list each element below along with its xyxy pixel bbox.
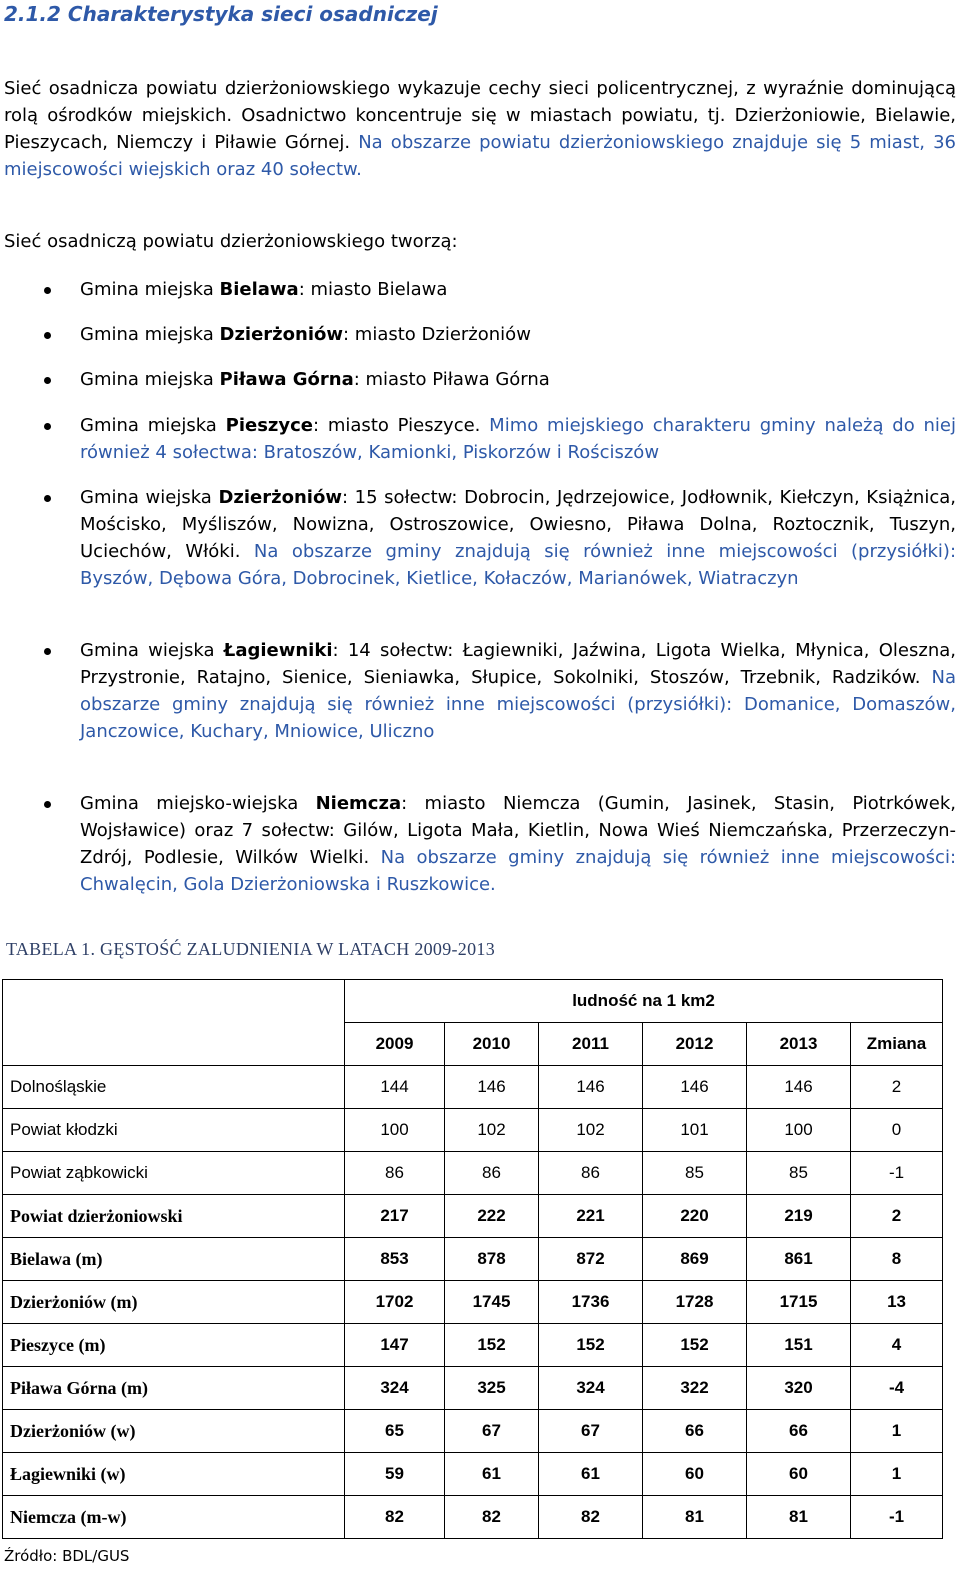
- table-row: [3, 1496, 943, 1539]
- value-cell: 1: [851, 1410, 943, 1453]
- row-name-cell: Dolnośląskie: [3, 1066, 345, 1109]
- source-note: Źródło: BDL/GUS: [4, 1547, 130, 1565]
- value-cell: 1736: [539, 1281, 643, 1324]
- row-name-cell: Dzierżoniów (w): [3, 1410, 345, 1453]
- value-cell: 67: [445, 1410, 539, 1453]
- value-cell: 324: [345, 1367, 445, 1410]
- list-item: Gmina miejska Piława Górna: miasto Piława Górna: [80, 366, 956, 393]
- value-cell: 146: [445, 1066, 539, 1109]
- gmina-name: Bielawa: [219, 279, 299, 300]
- value-cell: 59: [345, 1453, 445, 1496]
- value-cell: 81: [747, 1496, 851, 1539]
- value-cell: 2: [851, 1066, 943, 1109]
- table-row: [3, 1109, 943, 1152]
- value-cell: 2: [851, 1195, 943, 1238]
- value-cell: 217: [345, 1195, 445, 1238]
- column-header: 2010: [445, 1023, 539, 1066]
- value-cell: 4: [851, 1324, 943, 1367]
- value-cell: 61: [539, 1453, 643, 1496]
- column-header: 2009: [345, 1023, 445, 1066]
- value-cell: 100: [747, 1109, 851, 1152]
- value-cell: 324: [539, 1367, 643, 1410]
- gmina-name: Dzierżoniów: [218, 487, 342, 508]
- row-name-cell: Powiat kłodzki: [3, 1109, 345, 1152]
- header-empty-cell: [3, 1023, 345, 1066]
- value-cell: 102: [445, 1109, 539, 1152]
- value-cell: 101: [643, 1109, 747, 1152]
- list-item: Gmina miejska Bielawa: miasto Bielawa: [80, 276, 956, 303]
- value-cell: 853: [345, 1238, 445, 1281]
- table-row: [3, 1281, 943, 1324]
- value-cell: 61: [445, 1453, 539, 1496]
- value-cell: 86: [539, 1152, 643, 1195]
- value-cell: 322: [643, 1367, 747, 1410]
- value-cell: 86: [445, 1152, 539, 1195]
- value-cell: -1: [851, 1152, 943, 1195]
- value-cell: -4: [851, 1367, 943, 1410]
- value-cell: 85: [747, 1152, 851, 1195]
- value-cell: 67: [539, 1410, 643, 1453]
- column-header: Zmiana: [851, 1023, 943, 1066]
- gmina-name: Piława Górna: [219, 369, 354, 390]
- value-cell: 872: [539, 1238, 643, 1281]
- value-cell: 60: [643, 1453, 747, 1496]
- value-cell: 144: [345, 1066, 445, 1109]
- table-row: [3, 1066, 943, 1109]
- table-caption: TABELA 1. GĘSTOŚĆ ZALUDNIENIA W LATACH 2009-2013: [6, 939, 496, 959]
- value-cell: 82: [539, 1496, 643, 1539]
- row-name-cell: Pieszyce (m): [3, 1324, 345, 1367]
- value-cell: 66: [747, 1410, 851, 1453]
- intro-part2: Na obszarze powiatu dzierżoniowskiego znajduje się 5 miast, 36 miejscowości wiejskich oraz 40 sołectw.: [4, 132, 957, 180]
- intro-part1: Sieć osadnicza powiatu dzierżoniowskiego wykazuje cechy sieci policentrycznej, z wyraźnie dominującą rolą ośrodków miejskich. Osadnictwo koncentruje się w miastach powiatu, tj. Dzierżoniowie, Bielawie, Pieszycach, Niemczy i Piławie Górnej.: [4, 78, 956, 153]
- value-cell: 1702: [345, 1281, 445, 1324]
- table-row: [3, 1238, 943, 1281]
- row-name-cell: Dzierżoniów (m): [3, 1281, 345, 1324]
- value-cell: 100: [345, 1109, 445, 1152]
- value-cell: -1: [851, 1496, 943, 1539]
- value-cell: 1745: [445, 1281, 539, 1324]
- column-header: 2012: [643, 1023, 747, 1066]
- column-header: 2013: [747, 1023, 851, 1066]
- gmina-name: Dzierżoniów: [219, 324, 343, 345]
- value-cell: 65: [345, 1410, 445, 1453]
- value-cell: 151: [747, 1324, 851, 1367]
- value-cell: 320: [747, 1367, 851, 1410]
- value-cell: 1715: [747, 1281, 851, 1324]
- value-cell: 82: [345, 1496, 445, 1539]
- value-cell: 152: [445, 1324, 539, 1367]
- value-cell: 152: [643, 1324, 747, 1367]
- value-cell: 60: [747, 1453, 851, 1496]
- value-cell: 146: [747, 1066, 851, 1109]
- value-cell: 152: [539, 1324, 643, 1367]
- row-name-cell: Bielawa (m): [3, 1238, 345, 1281]
- value-cell: 325: [445, 1367, 539, 1410]
- value-cell: 8: [851, 1238, 943, 1281]
- table-row: [3, 1367, 943, 1410]
- section-heading: 2.1.2 Charakterystyka sieci osadniczej: [4, 2, 438, 26]
- value-cell: 222: [445, 1195, 539, 1238]
- table-row: [3, 1324, 943, 1367]
- column-header: 2011: [539, 1023, 643, 1066]
- gmina-name: Pieszyce: [225, 415, 314, 436]
- value-cell: 1: [851, 1453, 943, 1496]
- value-cell: 66: [643, 1410, 747, 1453]
- row-name-cell: Piława Górna (m): [3, 1367, 345, 1410]
- value-cell: 85: [643, 1152, 747, 1195]
- value-cell: 861: [747, 1238, 851, 1281]
- list-item: Gmina wiejska Łagiewniki: 14 sołectw: Łagiewniki, Jaźwina, Ligota Wielka, Młynica, Oleszna, Przystronie, Ratajno, Sienice, Sieniawka, Słupice, Sokolniki, Stoszów, Trzebnik, Radzików. Na obszarze gminy znajdują się również inne miejscowości (przysiółki): Domanice, Domaszów, Janczowice, Kuchary, Mniowice, Uliczno: [80, 637, 956, 745]
- value-cell: 869: [643, 1238, 747, 1281]
- list-item: Gmina wiejska Dzierżoniów: 15 sołectw: Dobrocin, Jędrzejowice, Jodłownik, Kiełczyn, Książnica, Mościsko, Myśliszów, Nowizna, Ostroszowice, Owiesno, Piława Dolna, Roztocznik, Tuszyn, Uciechów, Włóki. Na obszarze gminy znajdują się również inne miejscowości (przysiółki): Byszów, Dębowa Góra, Dobrocinek, Kietlice, Kołaczów, Marianówek, Wiatraczyn: [80, 484, 956, 592]
- value-cell: 146: [643, 1066, 747, 1109]
- list-item: Gmina miejska Dzierżoniów: miasto Dzierżoniów: [80, 321, 956, 348]
- value-cell: 878: [445, 1238, 539, 1281]
- list-item: Gmina miejska Pieszyce: miasto Pieszyce. Mimo miejskiego charakteru gminy należą do niej również 4 sołectwa: Bratoszów, Kamionki, Piskorzów i Rościszów: [80, 412, 956, 466]
- table-row: [3, 1152, 943, 1195]
- value-cell: 147: [345, 1324, 445, 1367]
- table-row: [3, 1453, 943, 1496]
- lead-paragraph: Sieć osadniczą powiatu dzierżoniowskiego tworzą:: [4, 231, 458, 252]
- value-cell: 219: [747, 1195, 851, 1238]
- row-name-cell: Łagiewniki (w): [3, 1453, 345, 1496]
- value-cell: 1728: [643, 1281, 747, 1324]
- header-empty-cell: [3, 980, 345, 1023]
- row-name-cell: Powiat ząbkowicki: [3, 1152, 345, 1195]
- value-cell: 102: [539, 1109, 643, 1152]
- table-row: [3, 1410, 943, 1453]
- value-cell: 81: [643, 1496, 747, 1539]
- value-cell: 146: [539, 1066, 643, 1109]
- value-cell: 220: [643, 1195, 747, 1238]
- gmina-name: Niemcza: [315, 793, 402, 814]
- population-density-table: [2, 979, 943, 1539]
- value-cell: 13: [851, 1281, 943, 1324]
- list-item: Gmina miejsko-wiejska Niemcza: miasto Niemcza (Gumin, Jasinek, Stasin, Piotrkówek, Wojsławice) oraz 7 sołectw: Gilów, Ligota Mała, Kietlin, Nowa Wieś Niemczańska, Przerzeczyn-Zdrój, Podlesie, Wilków Wielki. Na obszarze gminy znajdują się również inne miejscowości: Chwalęcin, Gola Dzierżoniowska i Ruszkowice.: [80, 790, 956, 898]
- gmina-name: Łagiewniki: [223, 640, 333, 661]
- value-cell: 221: [539, 1195, 643, 1238]
- value-cell: 86: [345, 1152, 445, 1195]
- value-cell: 0: [851, 1109, 943, 1152]
- group-header: ludność na 1 km2: [345, 980, 943, 1023]
- row-name-cell: Niemcza (m-w): [3, 1496, 345, 1539]
- value-cell: 82: [445, 1496, 539, 1539]
- table-row: [3, 1195, 943, 1238]
- row-name-cell: Powiat dzierżoniowski: [3, 1195, 345, 1238]
- intro-paragraph: [4, 75, 956, 183]
